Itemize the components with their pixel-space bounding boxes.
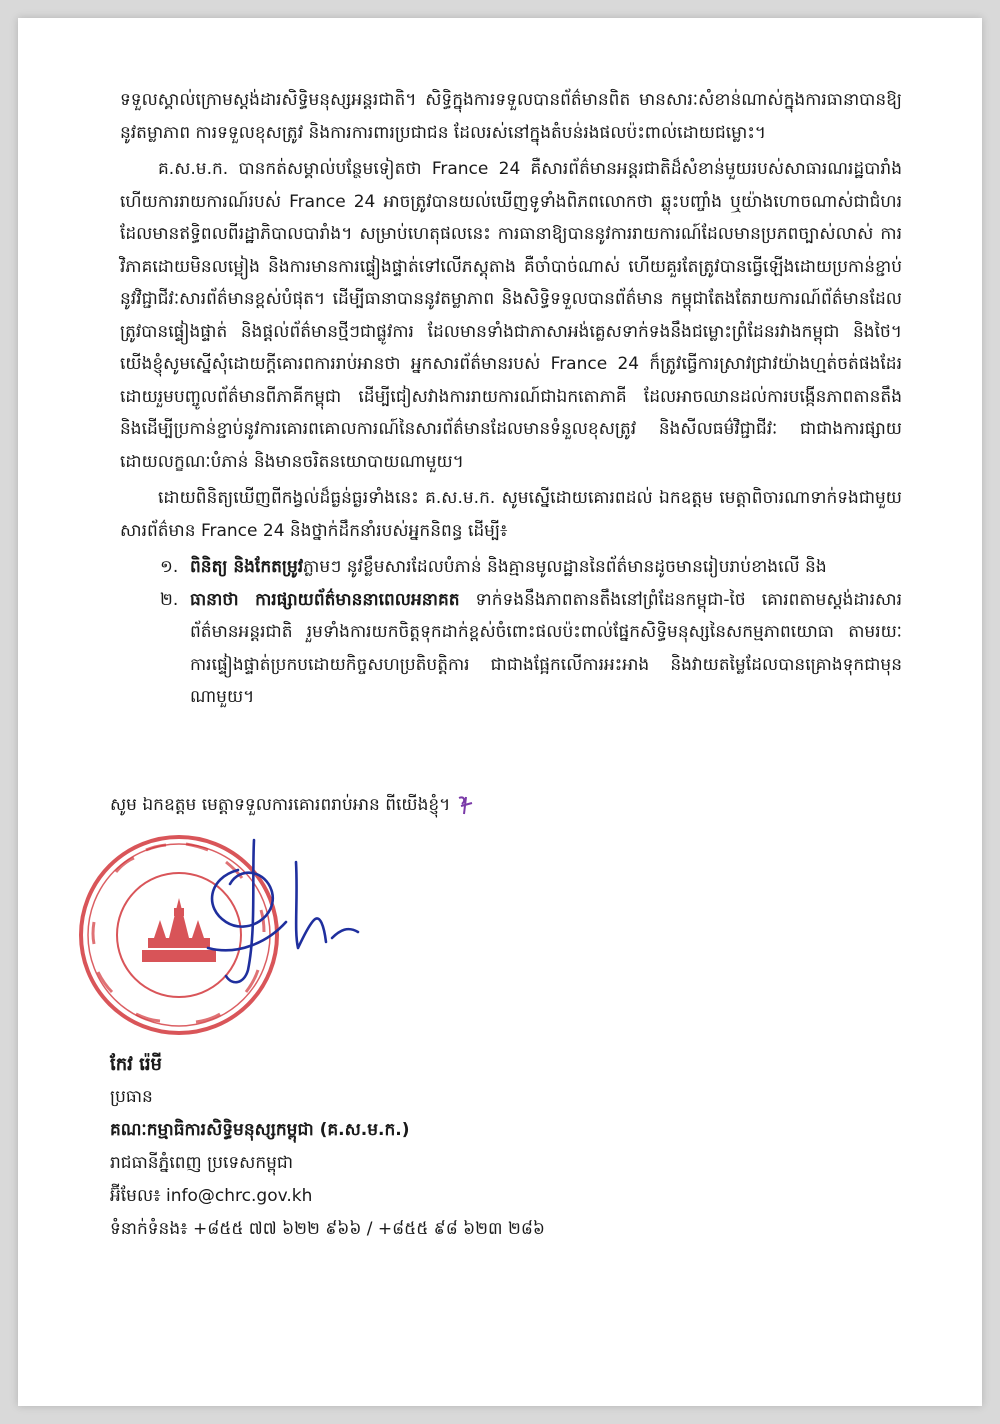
list-text [190,551,902,584]
list-number: ២. [160,589,179,610]
closing-line [110,794,478,819]
list-rest: ទាក់ទងនឹងភាពតានតឹងនៅព្រំដែនកម្ពុជា-ថៃ គោរពតាមស្តង់ដារសារព័ត៌មានអន្តរជាតិ រួមទាំងការយកចិត្តទុកដាក់ខ្ពស់ចំពោះផលប៉ះពាល់ផ្នែកសិទ្ធិមនុស្សនៃសកម្មភាពយោធា តាមរយៈការផ្ទៀងផ្ទាត់ប្រកបដោយកិច្ចសហប្រតិបត្តិការ ជាជាងផ្អែកលើការអះអាង និងវាយតម្លៃដែលបានគ្រោងទុកជាមុនណាមួយ។ [190,589,902,707]
paragraph-3: ដោយពិនិត្យឃើញពីកង្វល់ដ៏ធ្ងន់ធ្ងរទាំងនេះ គ.ស.ម.ក. សូមស្នើដោយគោរពដល់ ឯកឧត្តម មេត្តាពិចារណាទាក់ទងជាមួយសារព័ត៌មាន France 24 និងថ្នាក់ដឹកនាំរបស់អ្នកនិពន្ធ ដើម្បី៖ [120,488,902,541]
list-text [190,584,902,714]
letter-page [18,18,982,1406]
handwritten-mark-icon [456,794,478,816]
list-lead: ធានាថា ការផ្សាយព័ត៌មាននាពេលអនាគត [190,589,460,610]
letter-body [120,84,902,714]
signature-icon [168,830,378,1000]
email-value[interactable]: info@chrc.gov.kh [166,1186,313,1206]
phone-line [110,1213,545,1246]
request-list [120,551,902,714]
list-item [120,551,902,584]
email-label: អ៊ីមែល៖ [110,1186,161,1206]
paragraph-1: ទទួលស្គាល់ក្រោមស្តង់ដារសិទ្ធិមនុស្សអន្តរជាតិ។ សិទ្ធិក្នុងការទទួលបានព័ត៌មានពិត មានសារៈសំខាន់ណាស់ក្នុងការធានាបានឱ្យនូវតម្លាភាព ការទទួលខុសត្រូវ និងការការពារប្រជាជន ដែលរស់នៅក្នុងតំបន់រងផលប៉ះពាល់ដោយជម្លោះ។ [120,90,902,143]
signer-title: ប្រធាន [110,1087,153,1107]
organization-name: គណៈកម្មាធិការសិទ្ធិមនុស្សកម្ពុជា (គ.ស.ម.ក.) [110,1120,410,1140]
list-rest: ភ្លាមៗ នូវខ្លឹមសារដែលបំភាន់ និងគ្មានមូលដ្ឋាននៃព័ត៌មានដូចមានរៀបរាប់ខាងលើ និង [303,557,827,577]
address: រាជធានីភ្នំពេញ ប្រទេសកម្ពុជា [110,1153,294,1173]
paragraph-2: គ.ស.ម.ក. បានកត់សម្គាល់បន្ថែមទៀតថា France 24 គឺសារព័ត៌មានអន្តរជាតិដ៏សំខាន់មួយរបស់សាធារណរដ្ឋបារាំង ហើយការរាយការណ៍របស់ France 24 អាចត្រូវបានយល់ឃើញទូទាំងពិភពលោកថា ឆ្លុះបញ្ចាំង ឬយ៉ាងហោចណាស់ជាជំហរដែលមានឥទ្ធិពលពីរដ្ឋាភិបាលបារាំង។ សម្រាប់ហេតុផលនេះ ការធានាឱ្យបាននូវការរាយការណ៍ដែលមានប្រភពច្បាស់លាស់ ការវិភាគដោយមិនលម្អៀង និងការមានការផ្ទៀងផ្ទាត់ទៅលើភស្តុតាង គឺចាំបាច់ណាស់ ហើយគួរតែត្រូវបានធ្វើឡើងដោយប្រកាន់ខ្ជាប់នូវវិជ្ជាជីវៈសារព័ត៌មានខ្ពស់បំផុត។ ដើម្បីធានាបាននូវតម្លាភាព និងសិទ្ធិទទួលបានព័ត៌មាន កម្ពុជាតែងតែរាយការណ៍ព័ត៌មានដែលត្រូវបានផ្ទៀងផ្ទាត់ និងផ្តល់ព័ត៌មានថ្មីៗជាផ្លូវការ ដែលមានទាំងជាភាសាអង់គ្លេសទាក់ទងនឹងជម្លោះព្រំដែនរវាងកម្ពុជា និងថៃ។ យើងខ្ញុំសូមស្នើសុំដោយក្តីគោរពការរាប់អានថា អ្នកសារព័ត៌មានរបស់ France 24 ក៏ត្រូវធ្វើការស្រាវជ្រាវយ៉ាងហ្មត់ចត់ផងដែរ ដោយរួមបញ្ចូលព័ត៌មានពីភាគីកម្ពុជា ដើម្បីជៀសវាងការរាយការណ៍ជាឯកតោភាគី ដែលអាចឈានដល់ការបង្កើនភាពតានតឹង និងដើម្បីប្រកាន់ខ្ជាប់នូវការគោរពគោលការណ៍នៃសារព័ត៌មានដែលមានទំនួលខុសត្រូវ និងសីលធម៌វិជ្ជាជីវៈ ជាជាងការផ្សាយដោយលក្ខណៈបំភាន់ និងមានចរិតនយោបាយណាមួយ។ [120,159,902,472]
email-line [110,1180,545,1213]
closing-text: សូម ឯកឧត្តម មេត្តាទទួលការគោរពរាប់អាន ពីយើងខ្ញុំ។ [110,795,451,815]
phone-value: +៨៥៥ ៧៧ ៦២២ ៩៦៦ / +៨៥៥ ៩៨ ៦២៣ ២៨៦ [193,1219,545,1239]
signer-name: កែវ រ៉េមី [110,1054,162,1075]
list-number: ១. [160,557,179,577]
signature-block [110,1048,545,1246]
list-item [120,584,902,714]
list-lead: ពិនិត្យ និងកែតម្រូវ [190,557,304,577]
phone-label: ទំនាក់ទំនង៖ [110,1219,188,1239]
